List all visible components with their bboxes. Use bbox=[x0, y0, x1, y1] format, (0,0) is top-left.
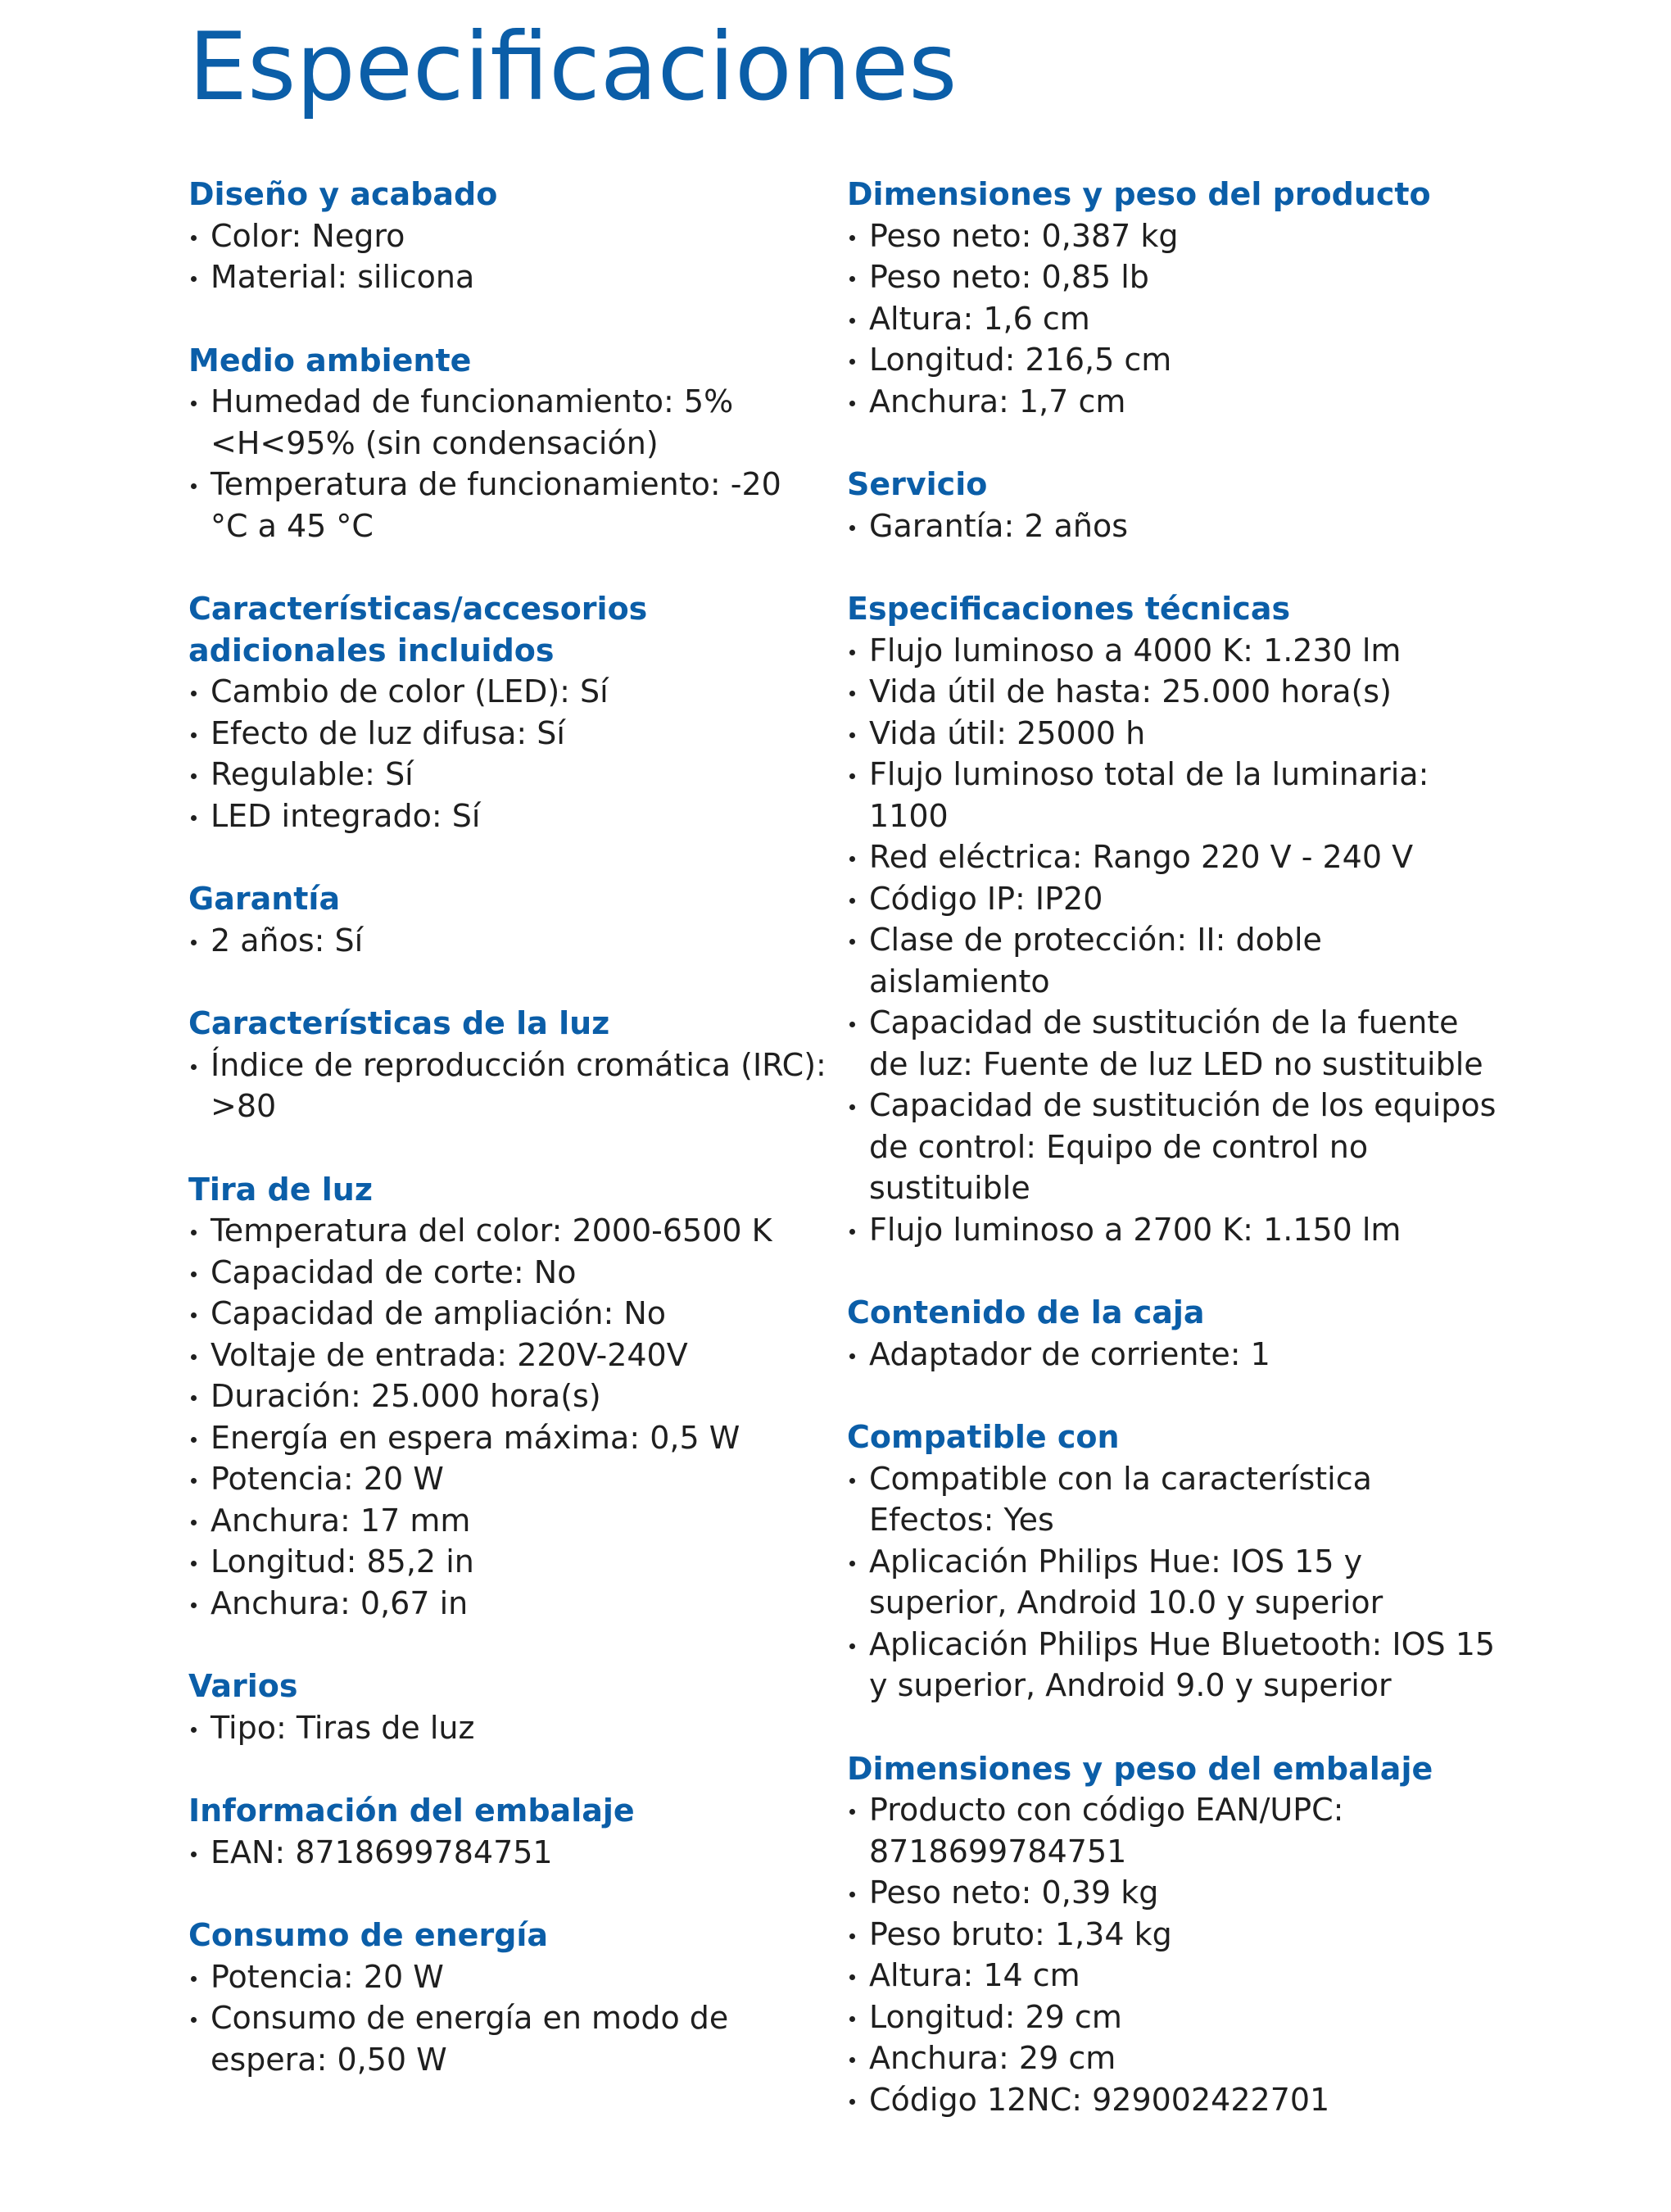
spec-item: Efecto de luz difusa: Sí bbox=[188, 713, 827, 755]
spec-section-caracteristicas-accesorios-adicionales-incluidos bbox=[188, 588, 827, 836]
spec-item: EAN: 8718699784751 bbox=[188, 1832, 827, 1874]
right-column bbox=[847, 174, 1502, 2162]
section-heading: Varios bbox=[188, 1668, 298, 1704]
spec-section-medio-ambiente bbox=[188, 340, 827, 547]
section-heading: Servicio bbox=[847, 466, 988, 502]
section-heading: Tira de luz bbox=[188, 1171, 373, 1208]
spec-item: Anchura: 17 mm bbox=[188, 1500, 827, 1542]
spec-item: Energía en espera máxima: 0,5 W bbox=[188, 1417, 827, 1459]
section-heading: Compatible con bbox=[847, 1419, 1120, 1455]
spec-item: Altura: 14 cm bbox=[847, 1955, 1502, 1997]
section-heading: Contenido de la caja bbox=[847, 1294, 1205, 1330]
spec-list bbox=[847, 1458, 1502, 1707]
spec-item: Aplicación Philips Hue: IOS 15 y superior, Android 10.0 y superior bbox=[847, 1541, 1502, 1624]
spec-list bbox=[188, 671, 827, 836]
spec-section-especificaciones-tecnicas bbox=[847, 588, 1502, 1250]
section-heading: Dimensiones y peso del producto bbox=[847, 176, 1431, 212]
spec-item: Adaptador de corriente: 1 bbox=[847, 1334, 1502, 1376]
spec-item: Anchura: 29 cm bbox=[847, 2037, 1502, 2079]
spec-item: Red eléctrica: Rango 220 V - 240 V bbox=[847, 836, 1502, 878]
section-heading: Características/accesorios adicionales incluidos bbox=[188, 591, 648, 669]
spec-item: Anchura: 0,67 in bbox=[188, 1583, 827, 1625]
spec-section-informacion-del-embalaje bbox=[188, 1790, 827, 1873]
spec-item: Peso neto: 0,39 kg bbox=[847, 1872, 1502, 1914]
section-heading: Diseño y acabado bbox=[188, 176, 498, 212]
spec-list bbox=[847, 1789, 1502, 2120]
spec-item: Código IP: IP20 bbox=[847, 878, 1502, 920]
spec-item: Cambio de color (LED): Sí bbox=[188, 671, 827, 713]
spec-item: Regulable: Sí bbox=[188, 754, 827, 796]
spec-item: Anchura: 1,7 cm bbox=[847, 381, 1502, 423]
spec-item: Garantía: 2 años bbox=[847, 505, 1502, 547]
spec-item: Vida útil: 25000 h bbox=[847, 713, 1502, 755]
page-title: Especificaciones bbox=[188, 12, 958, 121]
spec-list bbox=[847, 630, 1502, 1251]
spec-item: Flujo luminoso total de la luminaria: 1100 bbox=[847, 754, 1502, 836]
spec-item: Producto con código EAN/UPC: 8718699784751 bbox=[847, 1789, 1502, 1872]
spec-section-garantia bbox=[188, 878, 827, 961]
spec-list bbox=[188, 1210, 827, 1624]
spec-item: 2 años: Sí bbox=[188, 920, 827, 962]
spec-list bbox=[188, 215, 827, 298]
spec-section-consumo-de-energia bbox=[188, 1915, 827, 2080]
spec-list bbox=[188, 1707, 827, 1749]
spec-list bbox=[188, 1956, 827, 2081]
section-heading: Dimensiones y peso del embalaje bbox=[847, 1750, 1433, 1787]
spec-list bbox=[188, 1045, 827, 1127]
spec-item: Capacidad de corte: No bbox=[188, 1252, 827, 1294]
spec-item: Peso neto: 0,387 kg bbox=[847, 215, 1502, 257]
spec-section-caracteristicas-de-la-luz bbox=[188, 1003, 827, 1127]
spec-list bbox=[188, 1832, 827, 1874]
spec-list bbox=[188, 920, 827, 962]
spec-item: Peso neto: 0,85 lb bbox=[847, 256, 1502, 298]
spec-item: Temperatura del color: 2000-6500 K bbox=[188, 1210, 827, 1252]
spec-item: Longitud: 85,2 in bbox=[188, 1541, 827, 1583]
spec-list bbox=[847, 1334, 1502, 1376]
spec-section-varios bbox=[188, 1666, 827, 1748]
spec-item: LED integrado: Sí bbox=[188, 796, 827, 837]
spec-item: Longitud: 29 cm bbox=[847, 1997, 1502, 2038]
spec-list bbox=[847, 215, 1502, 423]
spec-item: Código 12NC: 929002422701 bbox=[847, 2079, 1502, 2121]
spec-item: Consumo de energía en modo de espera: 0,50 W bbox=[188, 1997, 827, 2080]
spec-item: Flujo luminoso a 2700 K: 1.150 lm bbox=[847, 1209, 1502, 1251]
left-column bbox=[188, 174, 827, 2122]
spec-section-dimensiones-y-peso-del-producto bbox=[847, 174, 1502, 422]
spec-list bbox=[188, 381, 827, 546]
spec-section-diseno-y-acabado bbox=[188, 174, 827, 298]
spec-item: Vida útil de hasta: 25.000 hora(s) bbox=[847, 671, 1502, 713]
spec-item: Capacidad de sustitución de la fuente de luz: Fuente de luz LED no sustituible bbox=[847, 1002, 1502, 1085]
spec-item: Flujo luminoso a 4000 K: 1.230 lm bbox=[847, 630, 1502, 672]
spec-item: Altura: 1,6 cm bbox=[847, 298, 1502, 340]
spec-item: Humedad de funcionamiento: 5% <H<95% (sin condensación) bbox=[188, 381, 827, 464]
section-heading: Información del embalaje bbox=[188, 1793, 635, 1829]
spec-item: Longitud: 216,5 cm bbox=[847, 339, 1502, 381]
section-heading: Consumo de energía bbox=[188, 1917, 549, 1953]
spec-item: Clase de protección: II: doble aislamiento bbox=[847, 919, 1502, 1002]
section-heading: Especificaciones técnicas bbox=[847, 591, 1291, 627]
spec-section-dimensiones-y-peso-del-embalaje bbox=[847, 1748, 1502, 2121]
spec-section-tira-de-luz bbox=[188, 1169, 827, 1625]
spec-item: Índice de reproducción cromática (IRC): >80 bbox=[188, 1045, 827, 1127]
spec-item: Color: Negro bbox=[188, 215, 827, 257]
section-heading: Garantía bbox=[188, 881, 341, 917]
section-heading: Características de la luz bbox=[188, 1005, 610, 1041]
spec-section-servicio bbox=[847, 464, 1502, 546]
spec-item: Peso bruto: 1,34 kg bbox=[847, 1914, 1502, 1956]
spec-item: Compatible con la característica Efectos: Yes bbox=[847, 1458, 1502, 1541]
spec-list bbox=[847, 505, 1502, 547]
spec-item: Potencia: 20 W bbox=[188, 1956, 827, 1998]
spec-item: Tipo: Tiras de luz bbox=[188, 1707, 827, 1749]
spec-section-contenido-de-la-caja bbox=[847, 1292, 1502, 1375]
spec-section-compatible-con bbox=[847, 1416, 1502, 1707]
spec-item: Voltaje de entrada: 220V-240V bbox=[188, 1335, 827, 1376]
spec-item: Capacidad de ampliación: No bbox=[188, 1293, 827, 1335]
spec-item: Temperatura de funcionamiento: -20 °C a 45 °C bbox=[188, 464, 827, 546]
section-heading: Medio ambiente bbox=[188, 342, 472, 378]
spec-item: Capacidad de sustitución de los equipos de control: Equipo de control no sustituible bbox=[847, 1085, 1502, 1209]
spec-item: Material: silicona bbox=[188, 256, 827, 298]
spec-item: Potencia: 20 W bbox=[188, 1458, 827, 1500]
spec-item: Aplicación Philips Hue Bluetooth: IOS 15 y superior, Android 9.0 y superior bbox=[847, 1624, 1502, 1707]
spec-item: Duración: 25.000 hora(s) bbox=[188, 1376, 827, 1417]
